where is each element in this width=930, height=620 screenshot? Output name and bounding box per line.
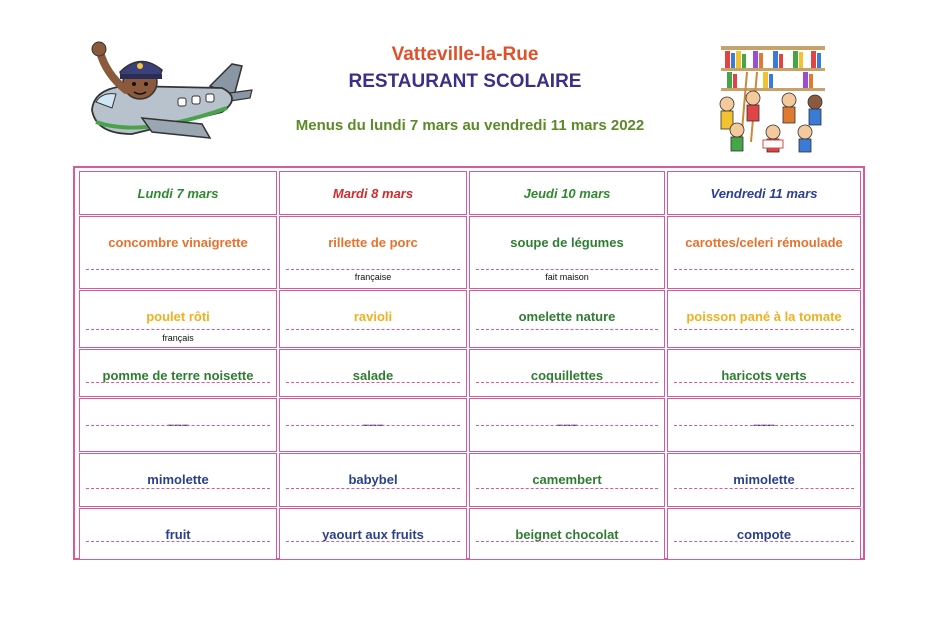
menu-cell <box>667 349 861 397</box>
day-header: Mardi 8 mars <box>332 185 414 201</box>
menu-item: yaourt aux fruits <box>322 527 424 542</box>
menu-cell <box>667 216 861 289</box>
dashed-divider <box>674 329 854 330</box>
day-header-cell <box>279 171 467 215</box>
dashed-divider <box>86 488 270 489</box>
restaurant-title: RESTAURANT SCOLAIRE <box>348 71 582 92</box>
menu-item: ––– <box>167 417 189 432</box>
day-header: Lundi 7 mars <box>137 185 219 201</box>
menu-cell <box>279 290 467 348</box>
menu-item: compote <box>736 527 792 542</box>
menu-cell <box>79 349 277 397</box>
dashed-divider <box>476 541 658 542</box>
menu-cell <box>469 453 665 507</box>
dashed-divider <box>86 541 270 542</box>
menu-cell <box>79 398 277 452</box>
dashed-divider <box>674 269 854 270</box>
menu-item: fruit <box>165 527 191 542</box>
menu-dates: Menus du lundi 7 mars au vendredi 11 mars 2022 <box>295 117 645 134</box>
menu-cell <box>667 508 861 560</box>
menu-cell <box>79 290 277 348</box>
dashed-divider <box>86 329 270 330</box>
menu-cell <box>79 453 277 507</box>
menu-item: mimolette <box>147 472 209 487</box>
kids-library-illustration <box>713 42 831 154</box>
dashed-divider <box>674 488 854 489</box>
menu-item: mimolette <box>733 472 795 487</box>
town-name: Vatteville-la-Rue <box>391 44 539 65</box>
menu-item: soupe de légumes <box>510 235 624 250</box>
menu-item: salade <box>352 368 394 383</box>
menu-item: camembert <box>532 472 602 487</box>
dashed-divider <box>286 425 460 426</box>
day-header-cell <box>667 171 861 215</box>
dashed-divider <box>286 269 460 270</box>
dashed-divider <box>286 541 460 542</box>
menu-item: haricots verts <box>721 368 807 383</box>
dashed-divider <box>476 269 658 270</box>
dashed-divider <box>86 425 270 426</box>
menu-item: carottes/celeri rémoulade <box>685 235 843 250</box>
day-header-cell <box>469 171 665 215</box>
menu-cell <box>667 290 861 348</box>
menu-item: rillette de porc <box>328 235 418 250</box>
day-header-cell <box>79 171 277 215</box>
menu-item: poisson pané à la tomate <box>686 309 842 324</box>
dashed-divider <box>286 329 460 330</box>
menu-cell <box>79 216 277 289</box>
menu-cell <box>279 398 467 452</box>
menu-item: omelette nature <box>518 309 616 324</box>
dashed-divider <box>86 269 270 270</box>
menu-item: ––– <box>556 417 578 432</box>
menu-cell <box>667 453 861 507</box>
menu-cell <box>667 398 861 452</box>
dashed-divider <box>674 541 854 542</box>
menu-item: beignet chocolat <box>515 527 619 542</box>
menu-item: ravioli <box>353 309 393 324</box>
dashed-divider <box>674 425 854 426</box>
day-header: Vendredi 11 mars <box>710 185 818 201</box>
menu-item: coquillettes <box>530 368 604 383</box>
menu-item: poulet rôti <box>146 309 210 324</box>
pilot-airplane-illustration <box>82 38 257 148</box>
dashed-divider <box>674 382 854 383</box>
dashed-divider <box>476 329 658 330</box>
menu-item: ––– <box>362 417 384 432</box>
origin-note: fait maison <box>545 272 589 282</box>
origin-note: français <box>162 333 194 343</box>
menu-item: ––– <box>753 417 775 432</box>
dashed-divider <box>286 382 460 383</box>
menu-item: babybel <box>348 472 398 487</box>
menu-table <box>73 166 865 560</box>
menu-cell <box>279 216 467 289</box>
origin-note: française <box>354 272 392 282</box>
menu-cell <box>469 290 665 348</box>
menu-item: concombre vinaigrette <box>108 235 248 250</box>
menu-cell <box>279 508 467 560</box>
dashed-divider <box>86 382 270 383</box>
dashed-divider <box>286 488 460 489</box>
menu-cell <box>279 453 467 507</box>
dashed-divider <box>476 382 658 383</box>
dashed-divider <box>476 425 658 426</box>
menu-cell <box>469 216 665 289</box>
menu-cell <box>79 508 277 560</box>
menu-cell <box>469 508 665 560</box>
menu-cell <box>469 349 665 397</box>
menu-cell <box>469 398 665 452</box>
menu-item: pomme de terre noisette <box>102 368 254 383</box>
menu-cell <box>279 349 467 397</box>
day-header: Jeudi 10 mars <box>523 185 611 201</box>
dashed-divider <box>476 488 658 489</box>
